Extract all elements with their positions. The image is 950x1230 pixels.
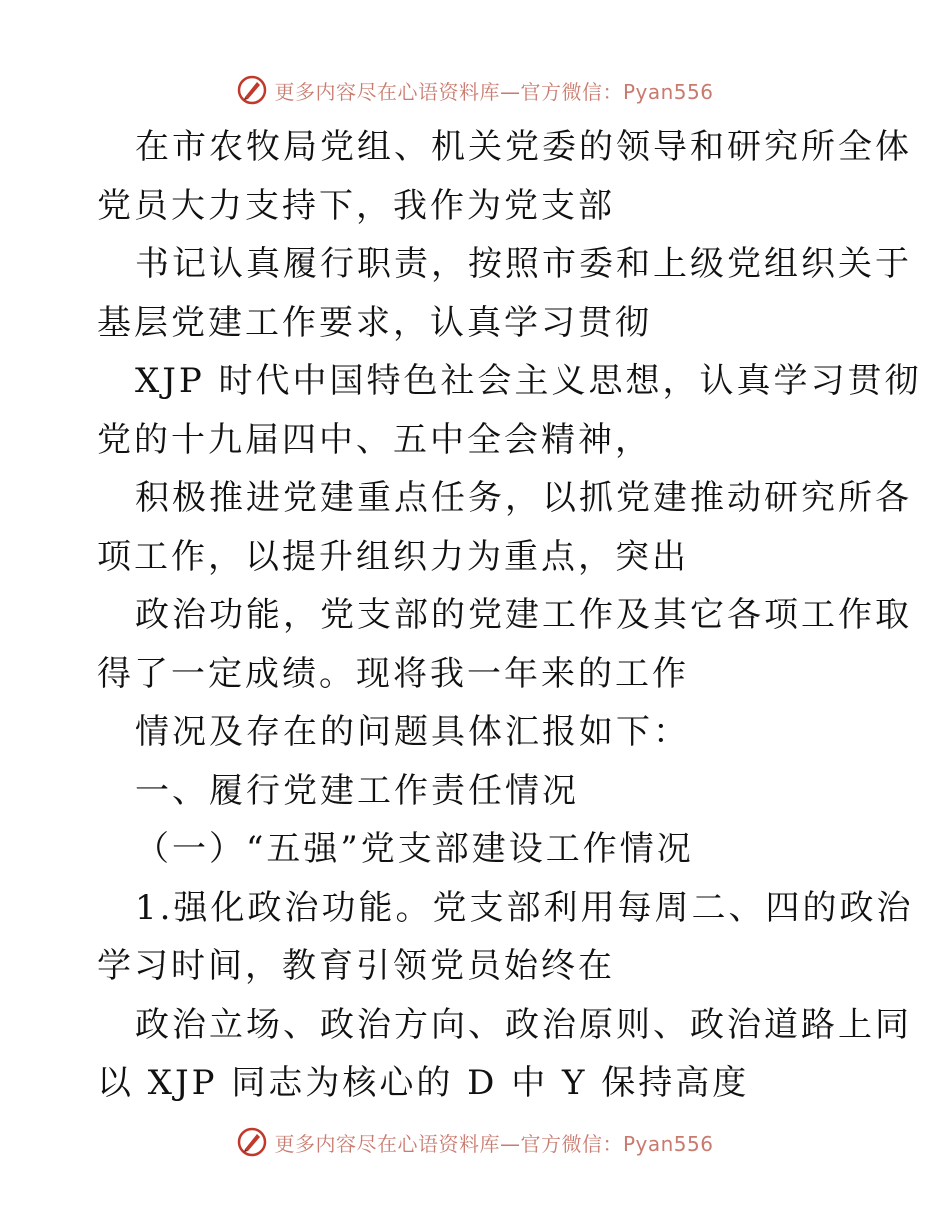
- text-line: 党员大力支持下，我作为党支部: [97, 185, 615, 226]
- pen-circle-logo-icon: [236, 74, 268, 106]
- document-body: [97, 118, 922, 1113]
- text-line: 政治功能，党支部的党建工作及其它各项工作取: [135, 595, 912, 635]
- text-line: 情况及存在的问题具体汇报如下：: [135, 712, 690, 752]
- text-line: 项工作，以提升组织力为重点，突出: [97, 536, 689, 577]
- watermark-text: 更多内容尽在心语资料库—官方微信：Pyan556: [274, 1131, 714, 1156]
- watermark-text: 更多内容尽在心语资料库—官方微信：Pyan556: [274, 79, 714, 104]
- text-line: 基层党建工作要求，认真学习贯彻: [97, 302, 652, 343]
- text-line: （一）“五强”党支部建设工作情况: [135, 829, 694, 869]
- text-line: XJP 时代中国特色社会主义思想，认真学习贯彻: [135, 361, 922, 401]
- text-line: 在市农牧局党组、机关党委的领导和研究所全体: [135, 127, 912, 167]
- text-line: 积极推进党建重点任务，以抓党建推动研究所各: [135, 478, 912, 518]
- text-line: 一、履行党建工作责任情况: [135, 770, 579, 811]
- text-line: 以 XJP 同志为核心的 D 中 Y 保持高度: [97, 1063, 750, 1103]
- text-line: 1.强化政治功能。党支部利用每周二、四的政治: [135, 887, 914, 928]
- pen-circle-logo-icon: [236, 1126, 268, 1158]
- text-line: 学习时间，教育引领党员始终在: [97, 946, 615, 986]
- text-line: 政治立场、政治方向、政治原则、政治道路上同: [135, 1004, 912, 1045]
- text-line: 党的十九届四中、五中全会精神，: [97, 419, 652, 460]
- header-watermark: [0, 70, 950, 110]
- footer-watermark: [0, 1122, 950, 1162]
- text-line: 得了一定成绩。现将我一年来的工作: [97, 653, 689, 694]
- text-line: 书记认真履行职责，按照市委和上级党组织关于: [135, 244, 912, 284]
